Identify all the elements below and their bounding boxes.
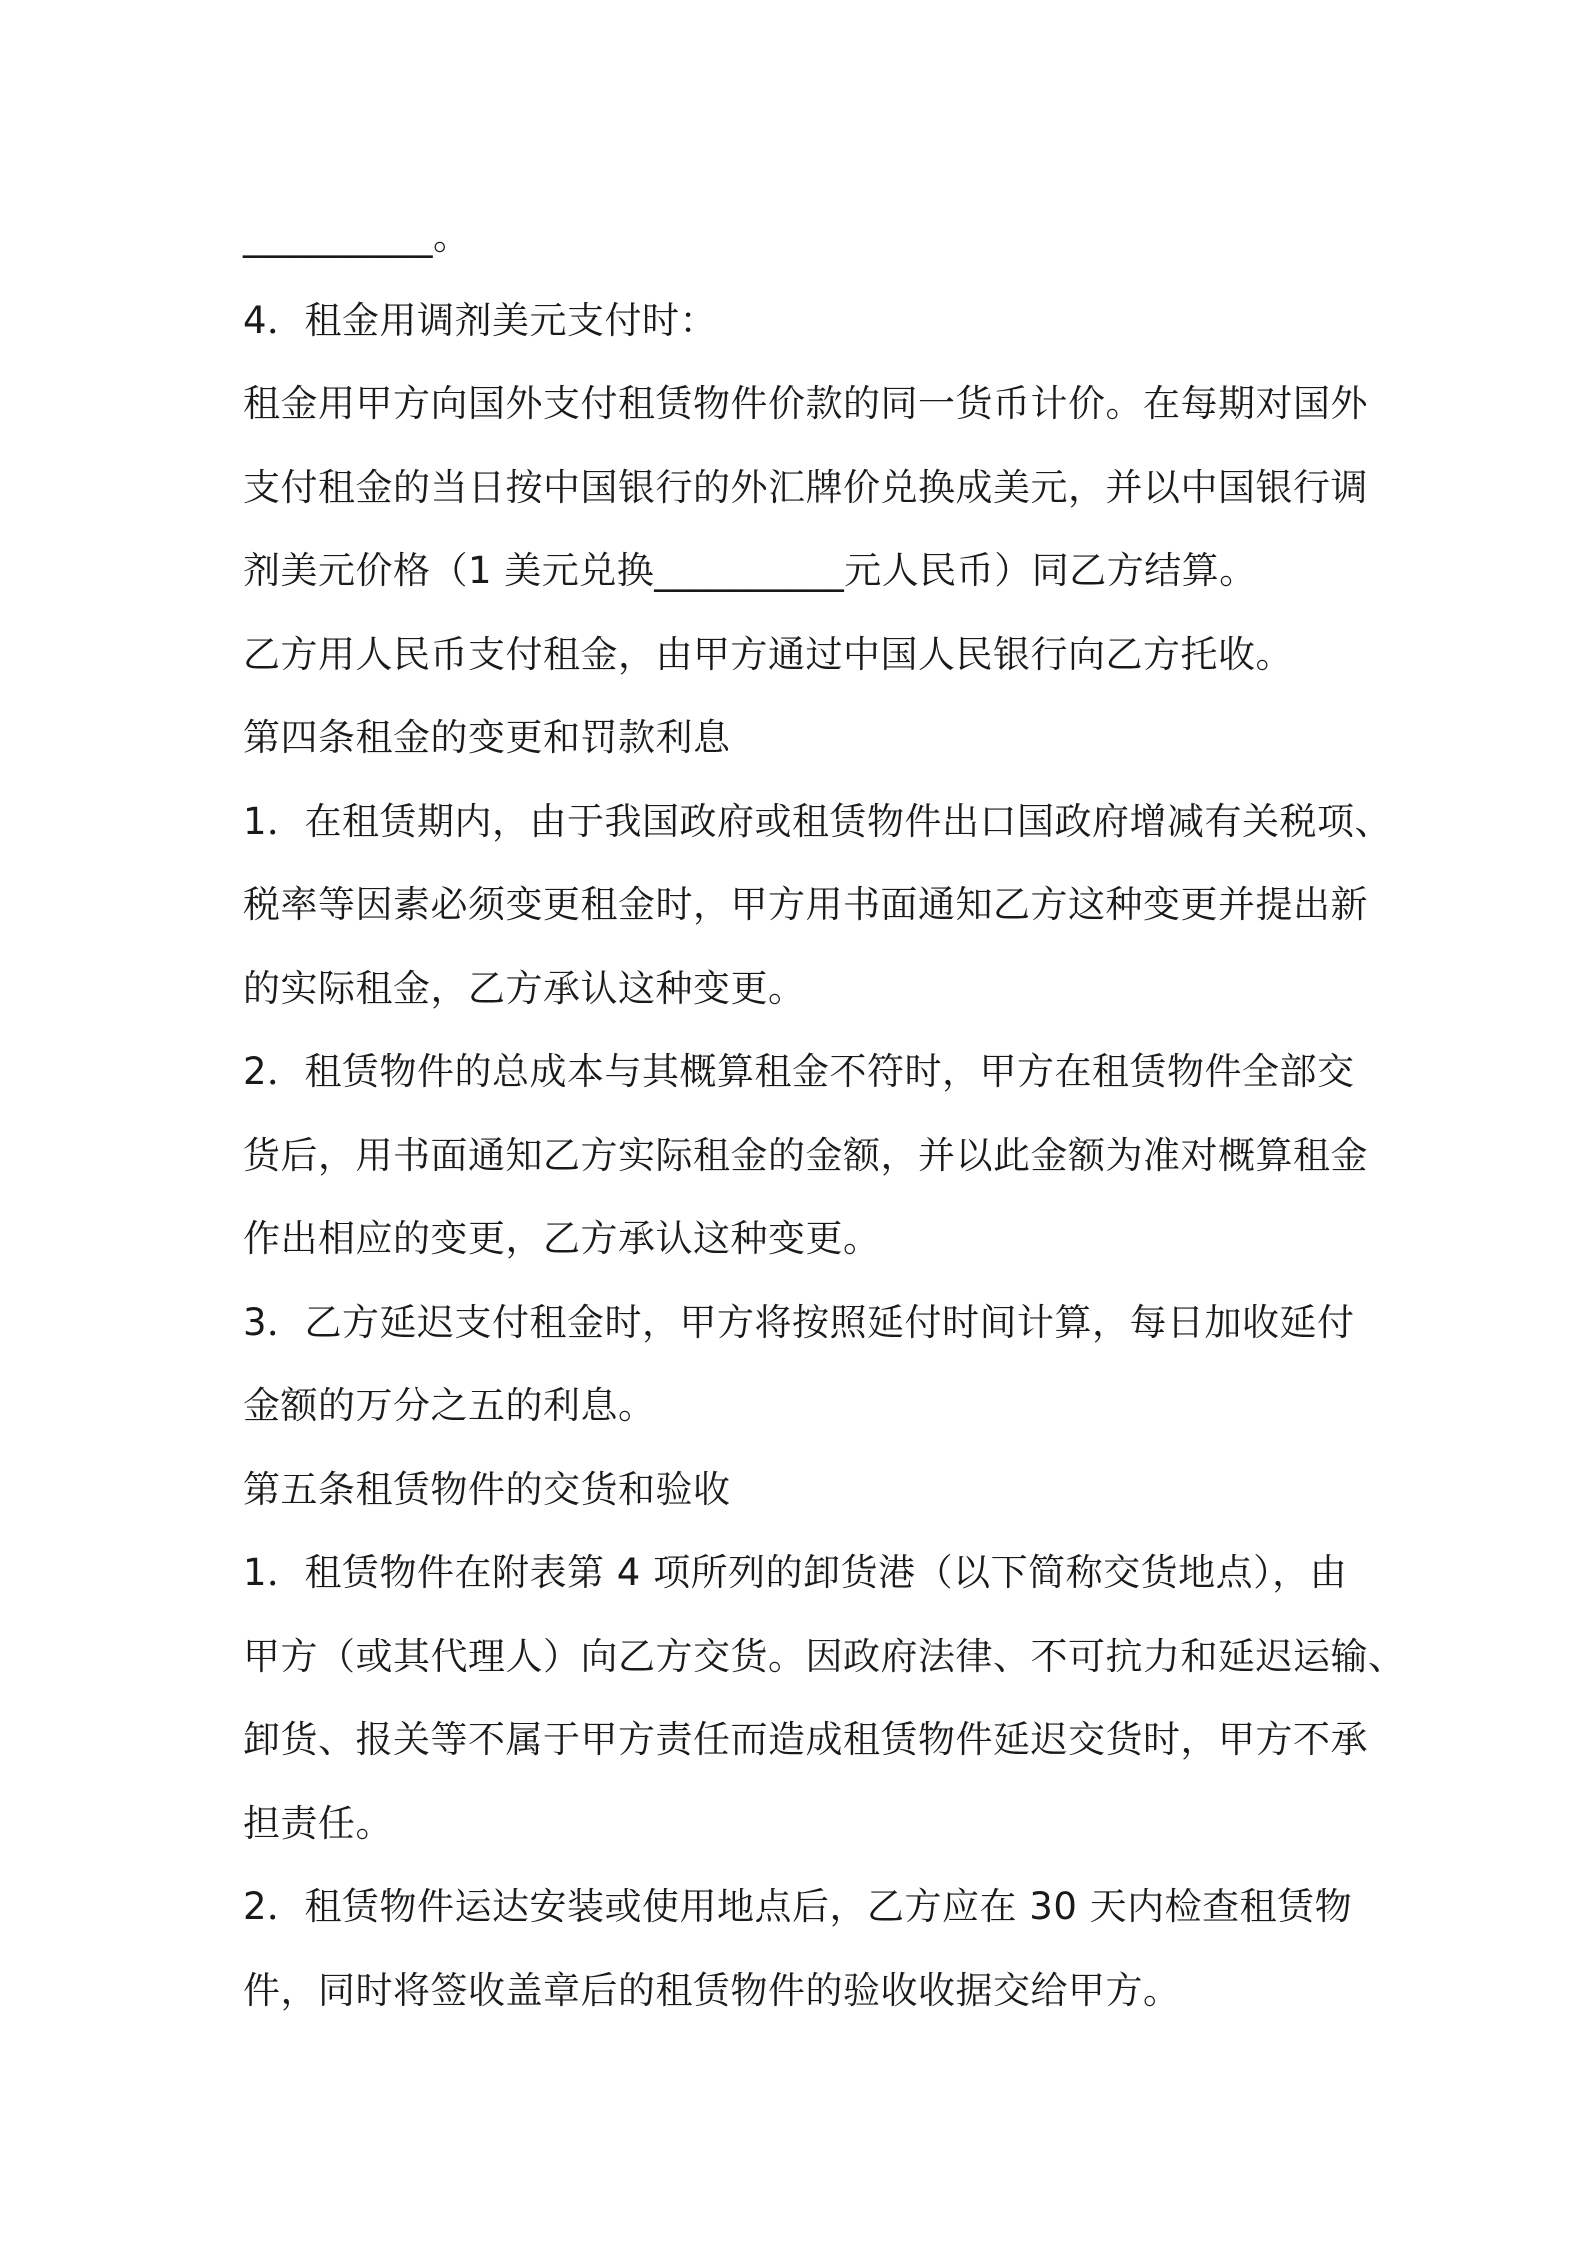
text-line: 3．乙方延迟支付租金时，甲方将按照延付时间计算，每日加收延付 <box>243 1300 1355 1344</box>
text-line: 支付租金的当日按中国银行的外汇牌价兑换成美元，并以中国银行调 <box>243 465 1368 509</box>
text-line: 的实际租金，乙方承认这种变更。 <box>243 966 806 1010</box>
text-line: 乙方用人民币支付租金，由甲方通过中国人民银行向乙方托收。 <box>243 632 1293 676</box>
text-line: 货后，用书面通知乙方实际租金的金额，并以此金额为准对概算租金 <box>243 1133 1368 1177</box>
text-line: 担责任。 <box>243 1801 393 1845</box>
text-line: 金额的万分之五的利息。 <box>243 1384 656 1427</box>
text-line: 卸货、报关等不属于甲方责任而造成租赁物件延迟交货时，甲方不承 <box>243 1718 1368 1761</box>
section-heading: 第五条租赁物件的交货和验收 <box>243 1467 731 1511</box>
text-line: 2．租赁物件的总成本与其概算租金不符时，甲方在租赁物件全部交 <box>243 1050 1355 1093</box>
text-line: 1．租赁物件在附表第 4 项所列的卸货港（以下简称交货地点），由 <box>243 1551 1348 1594</box>
text-line: 作出相应的变更，乙方承认这种变更。 <box>243 1217 881 1260</box>
text-line: 件，同时将签收盖章后的租赁物件的验收收据交给甲方。 <box>243 1968 1181 2012</box>
document-body <box>243 195 1406 2032</box>
section-heading: 第四条租金的变更和罚款利息 <box>243 716 731 759</box>
text-line: 甲方（或其代理人）向乙方交货。因政府法律、不可抗力和延迟运输、 <box>243 1634 1406 1678</box>
text-line: 租金用甲方向国外支付租赁物件价款的同一货币计价。在每期对国外 <box>243 382 1368 425</box>
text-line: 2．租赁物件运达安装或使用地点后，乙方应在 30 天内检查租赁物 <box>243 1885 1353 1928</box>
text-line: 1．在租赁期内，由于我国政府或租赁物件出口国政府增减有关税项、 <box>243 799 1393 843</box>
text-line: 剂美元价格（1 美元兑换__________元人民币）同乙方结算。 <box>243 549 1257 592</box>
text-line: __________。 <box>243 215 471 258</box>
text-line: 税率等因素必须变更租金时，甲方用书面通知乙方这种变更并提出新 <box>243 883 1368 926</box>
text-line: 4．租金用调剂美元支付时： <box>243 298 718 342</box>
